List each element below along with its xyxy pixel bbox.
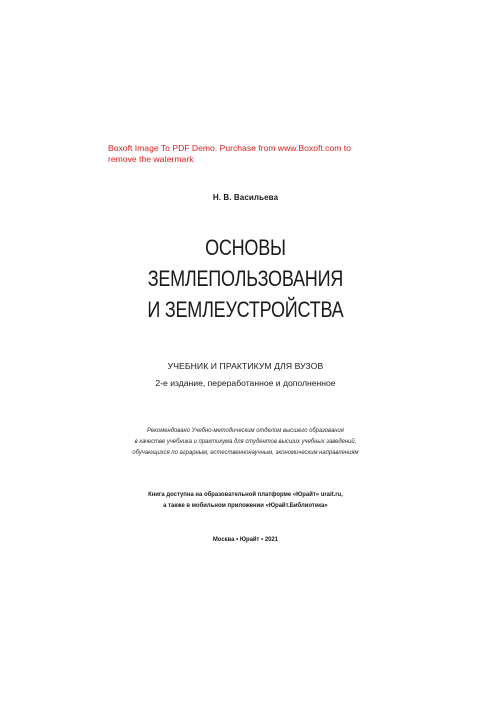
- recommendation-line: Рекомендовано Учебно-методическим отделом высшего образования: [147, 427, 344, 434]
- book-title: [44, 232, 447, 325]
- recommendation-text: [20, 425, 472, 459]
- watermark-line: Boxoft Image To PDF Demo. Purchase from www.Boxoft.com to: [108, 143, 351, 153]
- platform-line: Книга доступна на образовательной платформе «Юрайт» urait.ru,: [148, 491, 343, 498]
- watermark-line: remove the watermark: [108, 153, 194, 164]
- publisher-imprint: Москва • Юрайт • 2021: [212, 536, 279, 543]
- watermark-notice: [108, 143, 368, 164]
- platform-availability: [25, 489, 467, 511]
- edition-note: 2-е издание, переработанное и дополненное: [155, 378, 336, 388]
- recommendation-line: обучающихся по аграрным, естественнонаучным, экономическим направлениям: [132, 449, 359, 457]
- book-subtitle: УЧЕБНИК И ПРАКТИКУМ ДЛЯ ВУЗОВ: [167, 361, 324, 371]
- recommendation-line: в качестве учебника и практикума для студентов высших учебных заведений,: [134, 438, 357, 446]
- title-line: И ЗЕМЛЕУСТРОЙСТВА: [147, 297, 344, 322]
- author-name: Н. В. Васильева: [212, 193, 279, 202]
- title-line: ЗЕМЛЕПОЛЬЗОВАНИЯ: [147, 266, 344, 291]
- platform-line: а также в мобильном приложении «Юрайт.Библиотека»: [163, 502, 328, 509]
- title-line: ОСНОВЫ: [205, 235, 286, 260]
